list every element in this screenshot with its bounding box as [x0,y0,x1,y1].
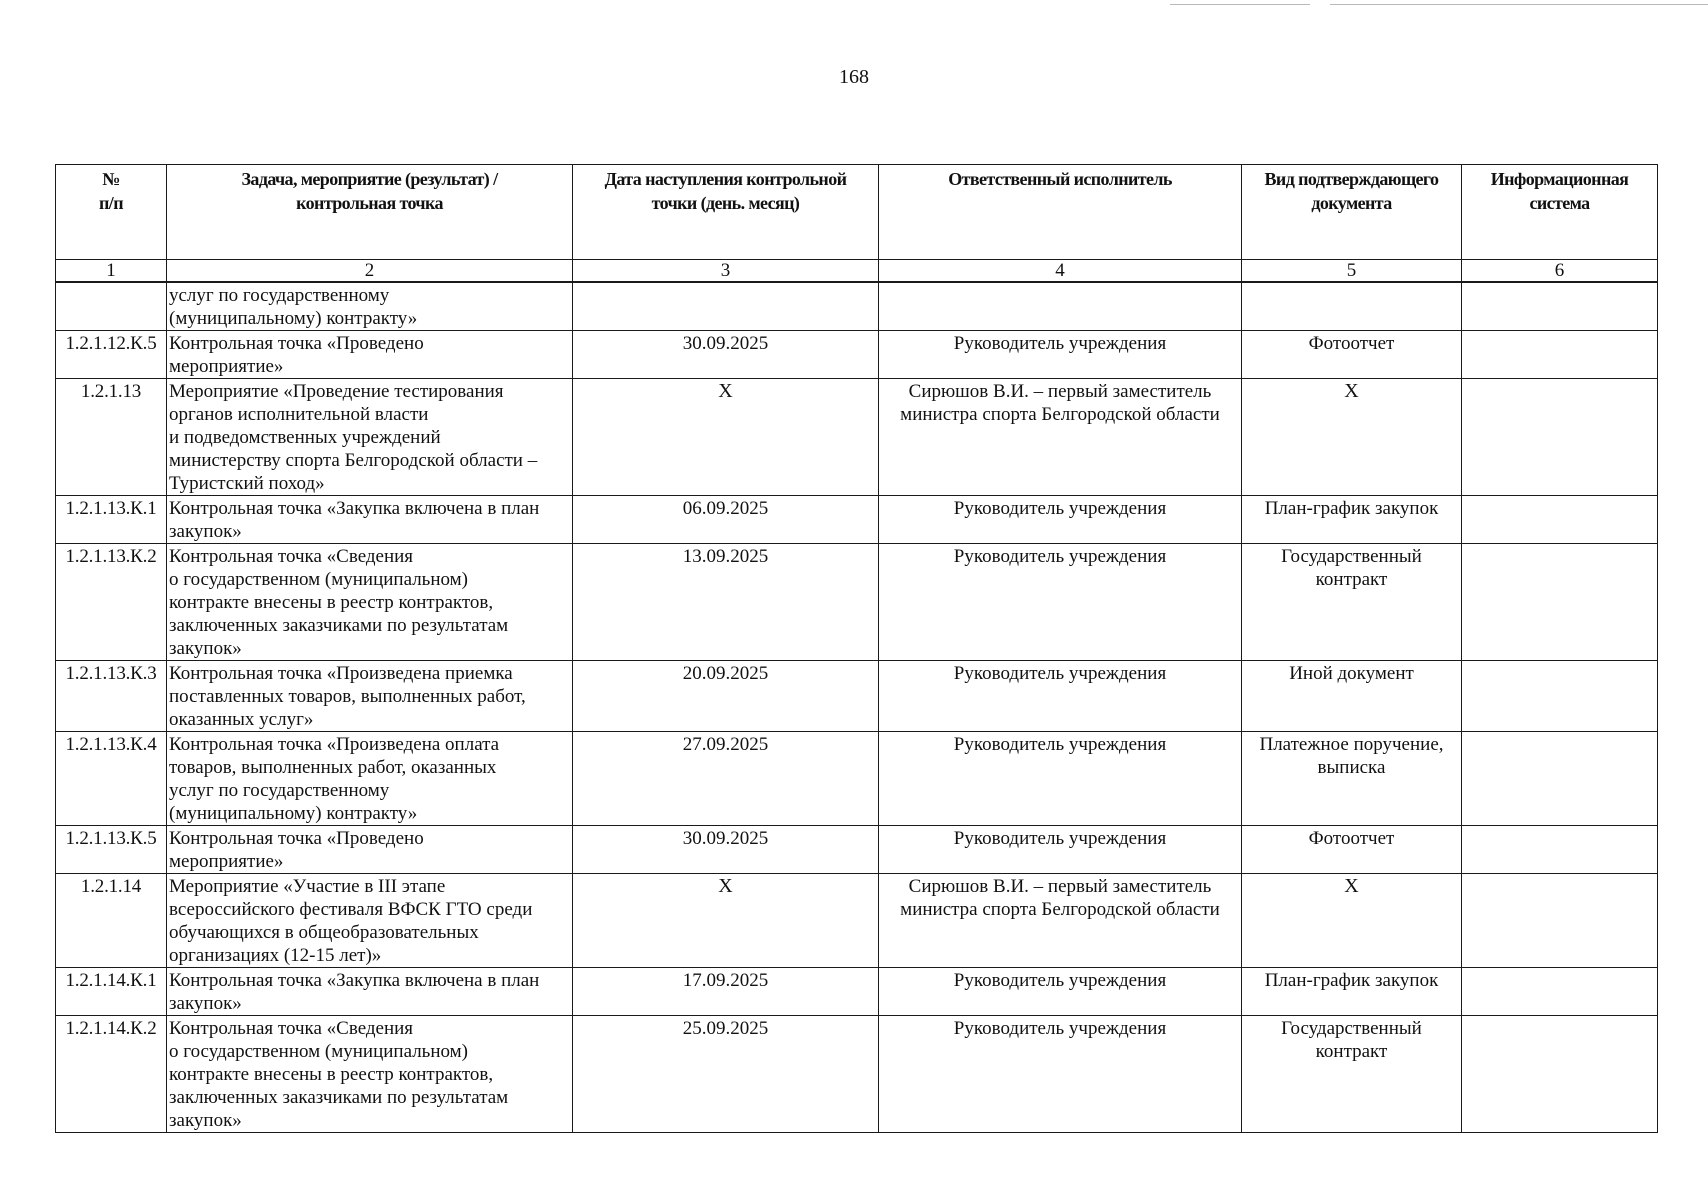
info-system-cell [1462,282,1658,331]
responsible-cell: Руководитель учреждения [879,1016,1242,1133]
date-cell: Х [573,874,879,968]
responsible-cell: Руководитель учреждения [879,544,1242,661]
responsible-cell: Руководитель учреждения [879,661,1242,732]
table-row [56,968,1658,1016]
document-cell: Иной документ [1242,661,1462,732]
document-cell: Х [1242,874,1462,968]
row-number: 1.2.1.14.К.1 [56,968,167,1016]
scan-edge-line [1330,4,1708,5]
document-cell: План-график закупок [1242,496,1462,544]
column-number: 5 [1242,260,1462,283]
table-header [56,165,1658,283]
task-cell: услуг по государственному (муниципальному) контракту» [167,282,573,331]
info-system-cell [1462,496,1658,544]
scan-edge-line [1170,4,1310,5]
task-cell: Контрольная точка «Произведена приемка поставленных товаров, выполненных работ, оказанных услуг» [167,661,573,732]
document-cell: Государственный контракт [1242,544,1462,661]
document-cell: План-график закупок [1242,968,1462,1016]
row-number: 1.2.1.13.К.3 [56,661,167,732]
date-cell: 20.09.2025 [573,661,879,732]
date-cell [573,282,879,331]
date-cell: 13.09.2025 [573,544,879,661]
header-row [56,165,1658,260]
date-cell: 30.09.2025 [573,826,879,874]
task-cell: Контрольная точка «Закупка включена в план закупок» [167,968,573,1016]
info-system-cell [1462,379,1658,496]
row-number: 1.2.1.13.К.1 [56,496,167,544]
table-row [56,826,1658,874]
responsible-cell [879,282,1242,331]
row-number: 1.2.1.12.К.5 [56,331,167,379]
header-label: Информационная система [1490,169,1629,213]
header-label: № п/п [99,169,123,213]
table-row [56,1016,1658,1133]
task-cell: Контрольная точка «Сведения о государственном (муниципальном) контракте внесены в реестр контрактов, заключенных заказчиками по результатам закупок» [167,1016,573,1133]
date-cell: 17.09.2025 [573,968,879,1016]
date-cell: 27.09.2025 [573,732,879,826]
table-row [56,379,1658,496]
responsible-cell: Руководитель учреждения [879,968,1242,1016]
responsible-cell: Руководитель учреждения [879,732,1242,826]
row-number: 1.2.1.13 [56,379,167,496]
document-cell: Фотоотчет [1242,826,1462,874]
document-cell: Фотоотчет [1242,331,1462,379]
control-points-table [55,164,1658,1133]
info-system-cell [1462,544,1658,661]
header-cell-date [573,165,879,260]
document-cell [1242,282,1462,331]
table-row [56,282,1658,331]
task-cell: Контрольная точка «Закупка включена в план закупок» [167,496,573,544]
column-number: 1 [56,260,167,283]
info-system-cell [1462,661,1658,732]
header-cell-number [56,165,167,260]
header-cell-task [167,165,573,260]
info-system-cell [1462,968,1658,1016]
task-cell: Контрольная точка «Произведена оплата товаров, выполненных работ, оказанных услуг по государственному (муниципальному) контракту» [167,732,573,826]
info-system-cell [1462,732,1658,826]
table-row [56,732,1658,826]
row-number: 1.2.1.13.К.5 [56,826,167,874]
info-system-cell [1462,874,1658,968]
task-cell: Контрольная точка «Проведено мероприятие» [167,826,573,874]
column-number-row [56,260,1658,283]
info-system-cell [1462,1016,1658,1133]
task-cell: Мероприятие «Проведение тестирования органов исполнительной власти и подведомственных учреждений министерству спорта Белгородской области – Туристский поход» [167,379,573,496]
task-cell: Контрольная точка «Сведения о государственном (муниципальном) контракте внесены в реестр контрактов, заключенных заказчиками по результатам закупок» [167,544,573,661]
table-body [56,282,1658,1133]
column-number: 4 [879,260,1242,283]
row-number: 1.2.1.13.К.2 [56,544,167,661]
date-cell: Х [573,379,879,496]
header-label: Ответственный исполнитель [948,169,1172,189]
info-system-cell [1462,331,1658,379]
responsible-cell: Сирюшов В.И. – первый заместитель министра спорта Белгородской области [879,379,1242,496]
document-cell: Х [1242,379,1462,496]
column-number: 2 [167,260,573,283]
page-number: 168 [839,66,869,88]
header-cell-document [1242,165,1462,260]
table-row [56,544,1658,661]
responsible-cell: Руководитель учреждения [879,331,1242,379]
header-cell-system [1462,165,1658,260]
header-label: Вид подтверждающего документа [1264,169,1439,213]
date-cell: 25.09.2025 [573,1016,879,1133]
table-row [56,874,1658,968]
table-row [56,331,1658,379]
responsible-cell: Сирюшов В.И. – первый заместитель министра спорта Белгородской области [879,874,1242,968]
table-row [56,496,1658,544]
document-cell: Платежное поручение, выписка [1242,732,1462,826]
responsible-cell: Руководитель учреждения [879,826,1242,874]
row-number: 1.2.1.14 [56,874,167,968]
row-number [56,282,167,331]
info-system-cell [1462,826,1658,874]
header-label: Задача, мероприятие (результат) / контрольная точка [241,169,498,213]
task-cell: Контрольная точка «Проведено мероприятие» [167,331,573,379]
document-cell: Государственный контракт [1242,1016,1462,1133]
row-number: 1.2.1.14.К.2 [56,1016,167,1133]
column-number: 3 [573,260,879,283]
header-cell-responsible [879,165,1242,260]
column-number: 6 [1462,260,1658,283]
date-cell: 30.09.2025 [573,331,879,379]
date-cell: 06.09.2025 [573,496,879,544]
table-row [56,661,1658,732]
responsible-cell: Руководитель учреждения [879,496,1242,544]
header-label: Дата наступления контрольной точки (день. месяц) [604,169,847,213]
task-cell: Мероприятие «Участие в III этапе всероссийского фестиваля ВФСК ГТО среди обучающихся в общеобразовательных организациях (12-15 лет)» [167,874,573,968]
row-number: 1.2.1.13.К.4 [56,732,167,826]
